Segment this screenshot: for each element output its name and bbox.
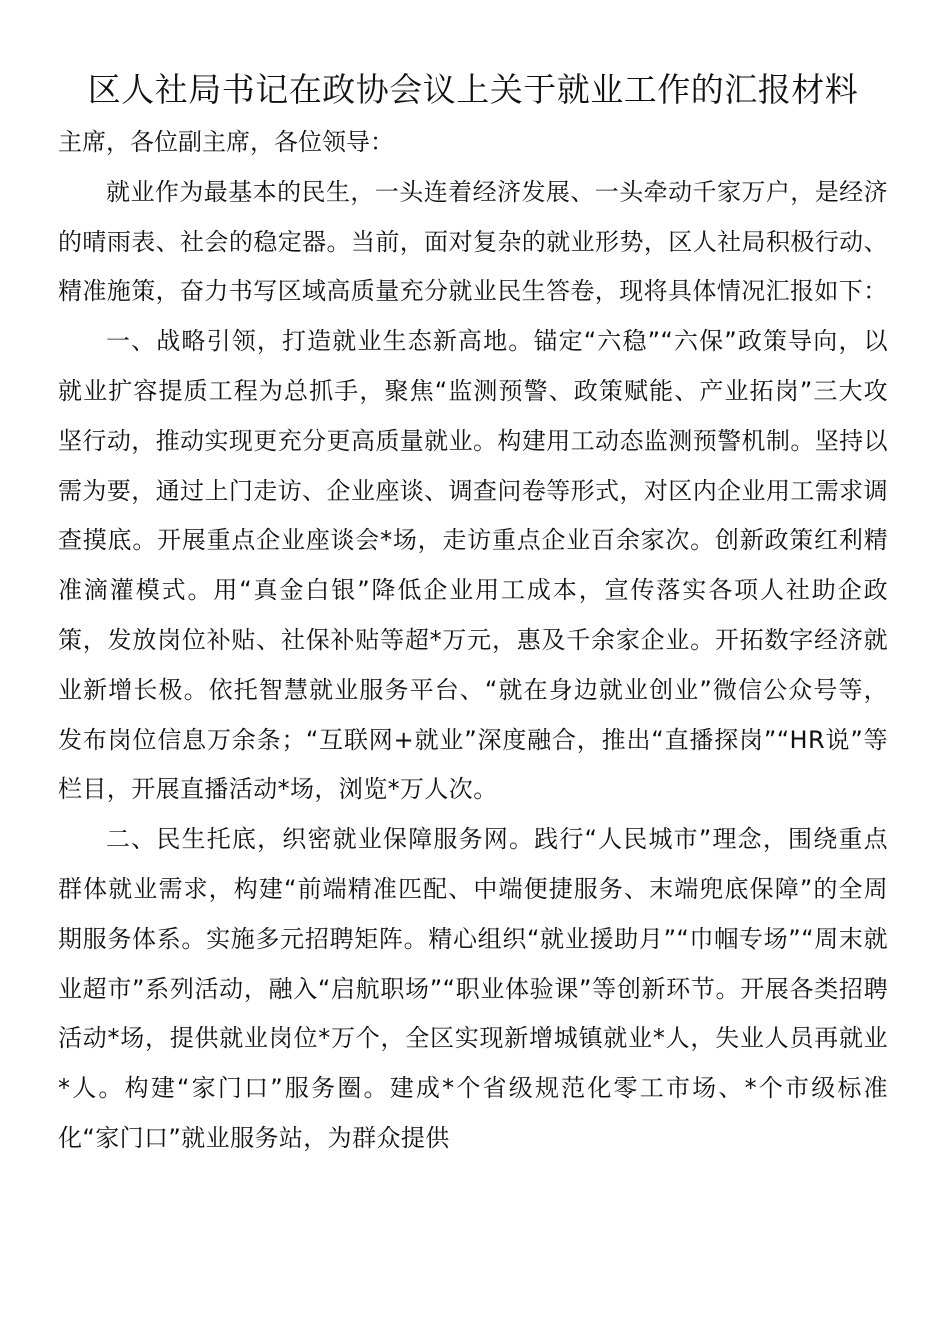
document-title: 区人社局书记在政协会议上关于就业工作的汇报材料: [87, 70, 859, 109]
salutation: 主席，各位副主席，各位领导：: [58, 128, 394, 156]
paragraph-section-one: 一、战略引领，打造就业生态新高地。锚定“六稳”“六保”政策导向，以就业扩容提质工程为总抓手，聚焦“监测预警、政策赋能、产业拓岗”三大攻坚行动，推动实现更充分更高质量就业。构建用工动态监测预警机制。坚持以需为要，通过上门走访、企业座谈、调查问卷等形式，对区内企业用工需求调查摸底。开展重点企业座谈会*场，走访重点企业百余家次。创新政策红利精准滴灌模式。用“真金白银”降低企业用工成本，宣传落实各项人社助企政策，发放岗位补贴、社保补贴等超*万元，惠及千余家企业。开拓数字经济就业新增长极。依托智慧就业服务平台、“就在身边就业创业”微信公众号等，发布岗位信息万余条；“互联网+就业”深度融合，推出“直播探岗”“HR说”等栏目，开展直播活动*场，浏览*万人次。: [58, 327, 888, 804]
paragraph-section-two: 二、民生托底，织密就业保障服务网。践行“人民城市”理念，围绕重点群体就业需求，构建“前端精准匹配、中端便捷服务、末端兜底保障”的全周期服务体系。实施多元招聘矩阵。精心组织“就业援助月”“巾帼专场”“周末就业超市”系列活动，融入“启航职场”“职业体验课”等创新环节。开展各类招聘活动*场，提供就业岗位*万个，全区实现新增城镇就业*人，失业人员再就业*人。构建“家门口”服务圈。建成*个省级规范化零工市场、*个市级标准化“家门口”就业服务站，为群众提供: [58, 825, 888, 1152]
paragraph-intro: 就业作为最基本的民生，一头连着经济发展、一头牵动千家万户，是经济的晴雨表、社会的稳定器。当前，面对复杂的就业形势，区人社局积极行动、精准施策，奋力书写区域高质量充分就业民生答卷，现将具体情况汇报如下：: [58, 177, 888, 306]
